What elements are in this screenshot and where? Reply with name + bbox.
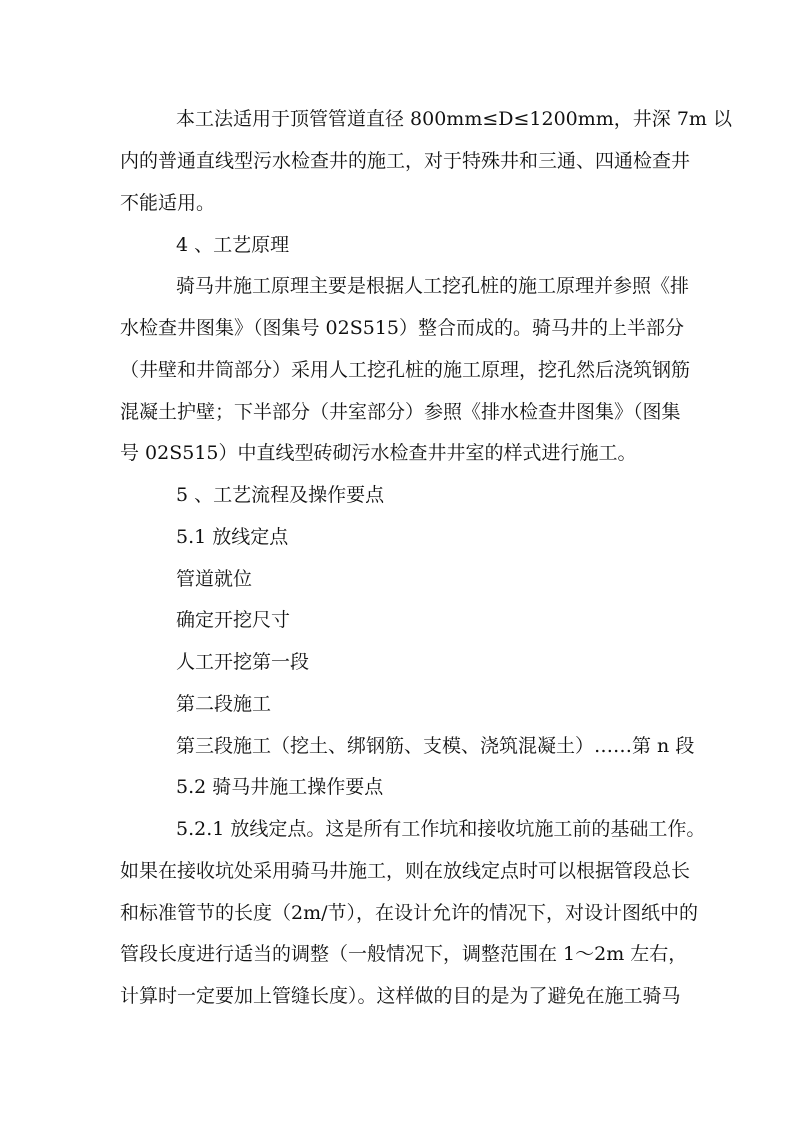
process-step-4: 第二段施工 <box>176 693 272 715</box>
subsection-heading-operation-points: 5.2 骑马井施工操作要点 <box>176 776 384 798</box>
process-step-2: 确定开挖尺寸 <box>176 609 291 631</box>
subsection-heading-layout-point: 5.1 放线定点 <box>176 526 289 548</box>
paragraph-scope-line-1: 本工法适用于顶管管道直径 800mm≤D≤1200mm，井深 7m 以 <box>176 108 732 130</box>
paragraph-principle-line-1: 骑马井施工原理主要是根据人工挖孔桩的施工原理并参照《排 <box>176 275 690 297</box>
process-step-1: 管道就位 <box>176 568 253 590</box>
section-heading-process-principle: 4 、工艺原理 <box>176 234 290 256</box>
paragraph-principle-line-5: 号 02S515）中直线型砖砌污水检查井井室的样式进行施工。 <box>120 442 637 464</box>
section-heading-process-flow: 5 、工艺流程及操作要点 <box>176 484 385 506</box>
paragraph-operation-line-4: 管段长度进行适当的调整（一般情况下，调整范围在 1～2m 左右， <box>120 943 688 965</box>
paragraph-operation-line-1: 5.2.1 放线定点。这是所有工作坑和接收坑施工前的基础工作。 <box>176 818 706 840</box>
paragraph-operation-line-5: 计算时一定要加上管缝长度）。这样做的目的是为了避免在施工骑马 <box>120 985 681 1007</box>
paragraph-scope-line-2: 内的普通直线型污水检查井的施工，对于特殊井和三通、四通检查井 <box>120 150 691 172</box>
process-step-5: 第三段施工（挖土、绑钢筋、支模、浇筑混凝土）……第 n 段 <box>176 735 695 757</box>
paragraph-principle-line-3: （井壁和井筒部分）采用人工挖孔桩的施工原理，挖孔然后浇筑钢筋 <box>120 359 691 381</box>
paragraph-principle-line-4: 混凝土护壁；下半部分（井室部分）参照《排水检查井图集》（图集 <box>120 401 681 423</box>
paragraph-operation-line-3: 和标准管节的长度（2m/节），在设计允许的情况下，对设计图纸中的 <box>120 902 699 924</box>
paragraph-principle-line-2: 水检查井图集》（图集号 02S515）整合而成的。骑马井的上半部分 <box>120 317 684 339</box>
process-step-3: 人工开挖第一段 <box>176 651 310 673</box>
paragraph-scope-line-3: 不能适用。 <box>120 192 216 214</box>
paragraph-operation-line-2: 如果在接收坑处采用骑马井施工，则在放线定点时可以根据管段总长 <box>120 860 691 882</box>
